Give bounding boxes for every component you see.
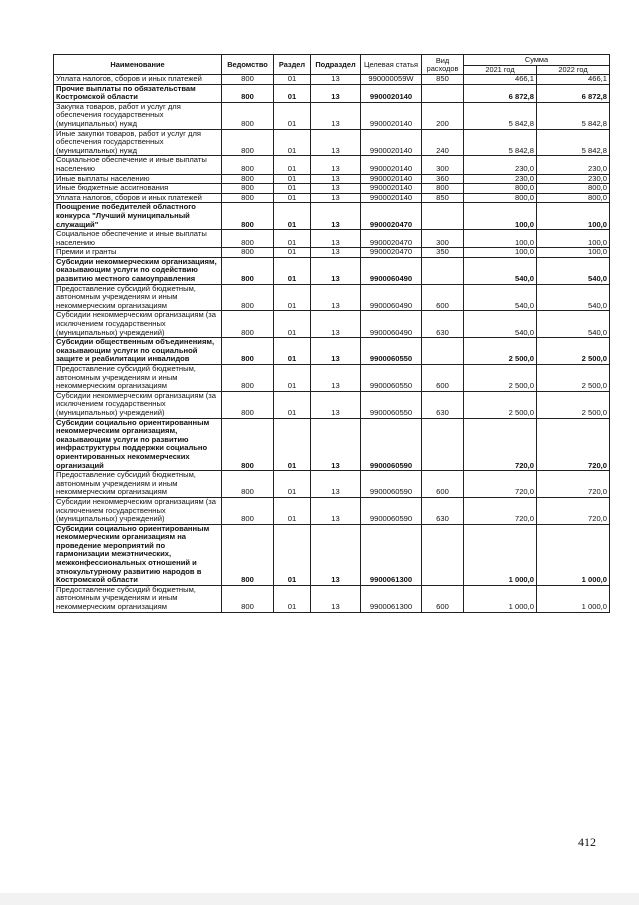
header-exp-type: Вид расходов: [422, 55, 464, 75]
row-dept: 800: [222, 102, 274, 129]
row-subsection: 13: [311, 391, 361, 418]
table-row: [54, 257, 610, 284]
budget-table: [53, 54, 610, 613]
row-sum-2021: 6 872,8: [464, 84, 537, 102]
row-name: Иные выплаты населению: [54, 174, 222, 184]
row-sum-2021: 230,0: [464, 156, 537, 174]
row-target: 9900061300: [361, 585, 422, 612]
header-year-2022: 2022 год: [537, 66, 610, 75]
row-exp-type: 350: [422, 248, 464, 258]
row-target: 9900020470: [361, 248, 422, 258]
row-sum-2021: 5 842,8: [464, 129, 537, 156]
page-number: 412: [578, 835, 596, 849]
row-name: Иные бюджетные ассигнования: [54, 184, 222, 194]
row-name: Премии и гранты: [54, 248, 222, 258]
row-sum-2022: 2 500,0: [537, 391, 610, 418]
row-sum-2022: 5 842,8: [537, 102, 610, 129]
row-sum-2021: 800,0: [464, 193, 537, 203]
row-section: 01: [274, 284, 311, 311]
row-exp-type: [422, 84, 464, 102]
row-exp-type: 850: [422, 75, 464, 85]
row-dept: 800: [222, 184, 274, 194]
table-row: [54, 248, 610, 258]
row-sum-2021: 466,1: [464, 75, 537, 85]
row-target: 9900060550: [361, 365, 422, 392]
row-exp-type: [422, 418, 464, 471]
row-exp-type: 600: [422, 284, 464, 311]
row-sum-2022: 2 500,0: [537, 365, 610, 392]
row-sum-2021: 540,0: [464, 257, 537, 284]
row-sum-2021: 5 842,8: [464, 102, 537, 129]
row-name: Предоставление субсидий бюджетным, автономным учреждениям и иным некоммерческим организациям: [54, 365, 222, 392]
row-exp-type: 360: [422, 174, 464, 184]
row-sum-2022: 2 500,0: [537, 338, 610, 365]
row-dept: 800: [222, 585, 274, 612]
row-name: Субсидии некоммерческим организациям, оказывающим услуги по содействию развитию местного самоуправления: [54, 257, 222, 284]
row-target: 9900020470: [361, 203, 422, 230]
row-exp-type: 800: [422, 184, 464, 194]
table-row: [54, 338, 610, 365]
table-row: [54, 203, 610, 230]
row-exp-type: 300: [422, 156, 464, 174]
row-dept: 800: [222, 129, 274, 156]
row-exp-type: 630: [422, 311, 464, 338]
row-exp-type: 200: [422, 102, 464, 129]
row-sum-2021: 2 500,0: [464, 338, 537, 365]
row-sum-2022: 800,0: [537, 193, 610, 203]
row-subsection: 13: [311, 193, 361, 203]
row-dept: 800: [222, 365, 274, 392]
row-sum-2022: 466,1: [537, 75, 610, 85]
row-target: 9900020470: [361, 230, 422, 248]
row-subsection: 13: [311, 497, 361, 524]
row-sum-2022: 540,0: [537, 284, 610, 311]
row-exp-type: [422, 338, 464, 365]
row-name: Субсидии общественным объединениям, оказывающим услуги по социальной защите и реабилитации инвалидов: [54, 338, 222, 365]
row-sum-2022: 720,0: [537, 497, 610, 524]
row-dept: 800: [222, 84, 274, 102]
table-row: [54, 391, 610, 418]
row-section: 01: [274, 311, 311, 338]
row-subsection: 13: [311, 230, 361, 248]
row-dept: 800: [222, 418, 274, 471]
row-target: 9900020140: [361, 84, 422, 102]
row-exp-type: 300: [422, 230, 464, 248]
row-sum-2022: 230,0: [537, 174, 610, 184]
row-name: Субсидии социально ориентированным некоммерческим организациям, оказывающим услуги по развитию инфраструктуры поддержки социально ориентированных некоммерческих организаций: [54, 418, 222, 471]
row-section: 01: [274, 203, 311, 230]
header-subsection: Подраздел: [311, 55, 361, 75]
table-row: [54, 102, 610, 129]
row-sum-2021: 230,0: [464, 174, 537, 184]
row-target: 9900020140: [361, 129, 422, 156]
row-exp-type: 850: [422, 193, 464, 203]
row-exp-type: 240: [422, 129, 464, 156]
row-subsection: 13: [311, 524, 361, 585]
row-dept: 800: [222, 471, 274, 498]
row-name: Прочие выплаты по обязательствам Костромской области: [54, 84, 222, 102]
row-dept: 800: [222, 497, 274, 524]
row-dept: 800: [222, 257, 274, 284]
row-exp-type: [422, 524, 464, 585]
table-row: [54, 585, 610, 612]
row-dept: 800: [222, 248, 274, 258]
row-name: Предоставление субсидий бюджетным, автономным учреждениям и иным некоммерческим организациям: [54, 471, 222, 498]
row-section: 01: [274, 585, 311, 612]
row-section: 01: [274, 184, 311, 194]
row-dept: 800: [222, 156, 274, 174]
row-sum-2021: 2 500,0: [464, 365, 537, 392]
row-name: Субсидии некоммерческим организациям (за исключением государственных (муниципальных) учреждений): [54, 311, 222, 338]
row-sum-2021: 720,0: [464, 471, 537, 498]
row-sum-2021: 720,0: [464, 418, 537, 471]
row-dept: 800: [222, 338, 274, 365]
scan-edge: [0, 893, 639, 905]
row-target: 9900020140: [361, 102, 422, 129]
row-exp-type: 600: [422, 471, 464, 498]
table-row: [54, 84, 610, 102]
row-name: Социальное обеспечение и иные выплаты населению: [54, 230, 222, 248]
row-target: 9900020140: [361, 156, 422, 174]
row-section: 01: [274, 524, 311, 585]
row-target: 9900060590: [361, 471, 422, 498]
row-dept: 800: [222, 284, 274, 311]
row-target: 9900060550: [361, 338, 422, 365]
row-name: Предоставление субсидий бюджетным, автономным учреждениям и иным некоммерческим организациям: [54, 585, 222, 612]
row-exp-type: 600: [422, 365, 464, 392]
row-name: Субсидии социально ориентированным некоммерческим организациям на проведение мероприятий по гармонизации межэтнических, межконфессиональных отношений и этнокультурному развитию народов в Костромской области: [54, 524, 222, 585]
row-sum-2021: 1 000,0: [464, 585, 537, 612]
table-row: [54, 284, 610, 311]
row-target: 9900020140: [361, 184, 422, 194]
table-row: [54, 311, 610, 338]
header-sum: Сумма: [464, 55, 610, 66]
table-body: [54, 75, 610, 613]
row-name: Предоставление субсидий бюджетным, автономным учреждениям и иным некоммерческим организациям: [54, 284, 222, 311]
row-subsection: 13: [311, 75, 361, 85]
row-section: 01: [274, 230, 311, 248]
header-section: Раздел: [274, 55, 311, 75]
header-year-2021: 2021 год: [464, 66, 537, 75]
table-row: [54, 497, 610, 524]
row-exp-type: [422, 257, 464, 284]
header-target: Целевая статья: [361, 55, 422, 75]
row-name: Социальное обеспечение и иные выплаты населению: [54, 156, 222, 174]
row-sum-2021: 720,0: [464, 497, 537, 524]
row-exp-type: 630: [422, 391, 464, 418]
row-section: 01: [274, 193, 311, 203]
row-name: Поощрение победителей областного конкурса "Лучший муниципальный служащий": [54, 203, 222, 230]
row-dept: 800: [222, 75, 274, 85]
row-target: 9900060490: [361, 284, 422, 311]
row-subsection: 13: [311, 418, 361, 471]
row-target: 9900060590: [361, 418, 422, 471]
row-exp-type: 600: [422, 585, 464, 612]
row-target: 9900020140: [361, 174, 422, 184]
row-subsection: 13: [311, 84, 361, 102]
row-sum-2022: 1 000,0: [537, 524, 610, 585]
table-row: [54, 365, 610, 392]
row-exp-type: 630: [422, 497, 464, 524]
row-sum-2021: 540,0: [464, 284, 537, 311]
row-subsection: 13: [311, 257, 361, 284]
row-sum-2021: 100,0: [464, 230, 537, 248]
row-section: 01: [274, 156, 311, 174]
row-sum-2022: 100,0: [537, 230, 610, 248]
row-sum-2021: 2 500,0: [464, 391, 537, 418]
row-sum-2022: 720,0: [537, 418, 610, 471]
table-row: [54, 156, 610, 174]
header-dept: Ведомство: [222, 55, 274, 75]
row-dept: 800: [222, 193, 274, 203]
row-section: 01: [274, 418, 311, 471]
row-section: 01: [274, 257, 311, 284]
row-subsection: 13: [311, 156, 361, 174]
row-subsection: 13: [311, 174, 361, 184]
row-subsection: 13: [311, 184, 361, 194]
row-target: 9900061300: [361, 524, 422, 585]
row-target: 9900060490: [361, 257, 422, 284]
row-name: Закупка товаров, работ и услуг для обеспечения государственных (муниципальных) нужд: [54, 102, 222, 129]
row-dept: 800: [222, 391, 274, 418]
row-sum-2022: 800,0: [537, 184, 610, 194]
row-section: 01: [274, 248, 311, 258]
row-subsection: 13: [311, 338, 361, 365]
table-row: [54, 129, 610, 156]
row-name: Уплата налогов, сборов и иных платежей: [54, 193, 222, 203]
header-name: Наименование: [54, 55, 222, 75]
table-row: [54, 471, 610, 498]
row-name: Субсидии некоммерческим организациям (за исключением государственных (муниципальных) учреждений): [54, 497, 222, 524]
table-row: [54, 524, 610, 585]
row-target: 9900060590: [361, 497, 422, 524]
row-dept: 800: [222, 174, 274, 184]
row-name: Субсидии некоммерческим организациям (за исключением государственных (муниципальных) учреждений): [54, 391, 222, 418]
row-subsection: 13: [311, 585, 361, 612]
row-sum-2021: 540,0: [464, 311, 537, 338]
row-subsection: 13: [311, 471, 361, 498]
row-sum-2022: 720,0: [537, 471, 610, 498]
row-section: 01: [274, 174, 311, 184]
row-subsection: 13: [311, 365, 361, 392]
row-sum-2022: 6 872,8: [537, 84, 610, 102]
row-target: 990000059W: [361, 75, 422, 85]
row-sum-2022: 230,0: [537, 156, 610, 174]
row-target: 9900020140: [361, 193, 422, 203]
row-dept: 800: [222, 230, 274, 248]
row-sum-2021: 100,0: [464, 203, 537, 230]
row-sum-2022: 100,0: [537, 203, 610, 230]
table-row: [54, 418, 610, 471]
row-target: 9900060550: [361, 391, 422, 418]
row-target: 9900060490: [361, 311, 422, 338]
row-exp-type: [422, 203, 464, 230]
table-row: [54, 193, 610, 203]
row-subsection: 13: [311, 248, 361, 258]
row-name: Уплата налогов, сборов и иных платежей: [54, 75, 222, 85]
row-sum-2022: 540,0: [537, 311, 610, 338]
table-row: [54, 230, 610, 248]
row-sum-2021: 1 000,0: [464, 524, 537, 585]
row-subsection: 13: [311, 284, 361, 311]
table-row: [54, 174, 610, 184]
row-sum-2021: 800,0: [464, 184, 537, 194]
row-dept: 800: [222, 524, 274, 585]
row-section: 01: [274, 129, 311, 156]
row-section: 01: [274, 84, 311, 102]
row-sum-2022: 5 842,8: [537, 129, 610, 156]
row-name: Иные закупки товаров, работ и услуг для обеспечения государственных (муниципальных) нужд: [54, 129, 222, 156]
row-section: 01: [274, 365, 311, 392]
row-sum-2021: 100,0: [464, 248, 537, 258]
row-section: 01: [274, 471, 311, 498]
row-sum-2022: 540,0: [537, 257, 610, 284]
table-row: [54, 75, 610, 85]
row-section: 01: [274, 497, 311, 524]
row-section: 01: [274, 75, 311, 85]
row-dept: 800: [222, 203, 274, 230]
row-sum-2022: 100,0: [537, 248, 610, 258]
row-section: 01: [274, 391, 311, 418]
row-sum-2022: 1 000,0: [537, 585, 610, 612]
row-subsection: 13: [311, 311, 361, 338]
row-subsection: 13: [311, 102, 361, 129]
row-dept: 800: [222, 311, 274, 338]
row-section: 01: [274, 338, 311, 365]
table-row: [54, 184, 610, 194]
row-section: 01: [274, 102, 311, 129]
row-subsection: 13: [311, 203, 361, 230]
row-subsection: 13: [311, 129, 361, 156]
